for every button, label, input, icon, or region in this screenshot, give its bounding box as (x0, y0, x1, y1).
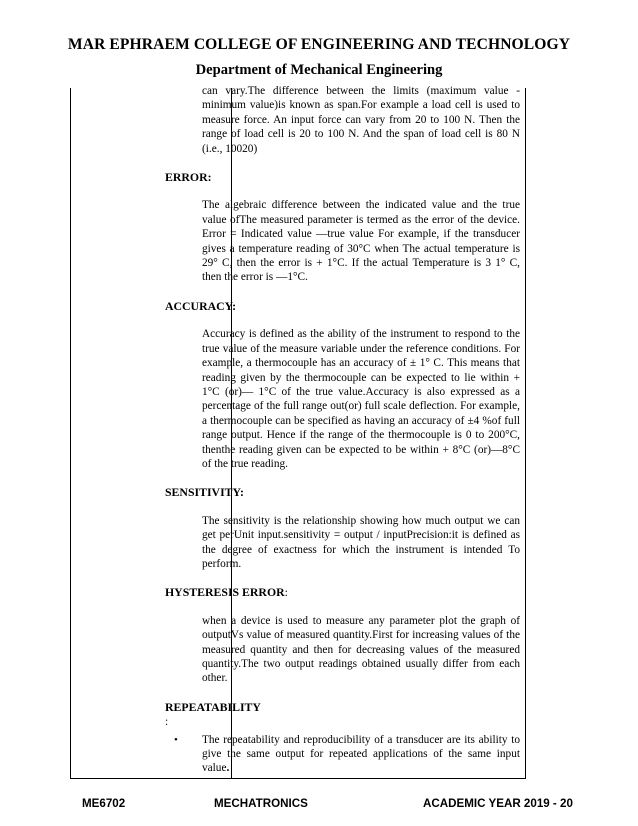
footer-course-code: ME6702 (82, 797, 126, 810)
sensitivity-paragraph: The sensitivity is the relationship showing how much output we can get perUnit input.sensitivity = output / inputPrecision:it is defined as the degree of exactness for which the instrument is intended To perform. (202, 514, 520, 570)
hysteresis-heading (165, 585, 520, 599)
bullet-icon: • (174, 733, 178, 746)
footer-academic-year: ACADEMIC YEAR 2019 - 20 (423, 797, 573, 810)
department-name: Department of Mechanical Engineering (195, 62, 443, 78)
accuracy-paragraph: Accuracy is defined as the ability of the instrument to respond to the true value of the measure variable under the reference conditions. For example, a thermocouple has an accuracy of ± 1° C. This means that reading given by the thermocouple can be expected to lie within + 1°C (or)— 1°C of the true value.Accuracy is also expressed as a percentage of the full range out(or) full scale deflection. For example, a thermocouple can be specified as having an accuracy of ±4 %of full range output. Hence if the range of the thermocouple is 0 to 200°C, thenthe reading given can be expected to be within + 8°C (or)—8°C of the true reading. (202, 328, 520, 470)
content-cell (165, 84, 520, 776)
error-heading: ERROR: (165, 170, 212, 185)
accuracy-heading: ACCURACY: (165, 298, 236, 313)
span-paragraph: can vary.The difference between the limits (maximum value - minimum value)is known as span.For example a load cell is used to measure force. An input force can vary from 20 to 100 N. Then the range of load cell is 20 to 100 N. And the span of load cell is 80 N (i.e., 10020) (202, 85, 520, 155)
hysteresis-heading-colon: : (284, 585, 288, 600)
repeatability-list (165, 733, 520, 776)
error-paragraph: The algebraic difference between the indicated value and the true value ofThe measured parameter is termed as the error of the device. Error = Indicated value —true value For example, if the transducer gives a temperature reading of 30°C when The actual temperature is 29° C, then the error is + 1°C. If the actual Temperature is 3 1° C, then the error is —1°C. (202, 199, 520, 284)
hysteresis-heading-text: HYSTERESIS ERROR (165, 585, 285, 600)
repeatability-colon: : (165, 716, 169, 729)
sensitivity-heading: SENSITIVITY: (165, 485, 244, 500)
footer-course-name: MECHATRONICS (214, 797, 308, 810)
repeatability-heading: REPEATABILITY (165, 699, 261, 714)
hysteresis-paragraph: when a device is used to measure any parameter plot the graph of outputVs value of measured quantity.First for increasing values of the measured quantity and then for decreasing values of the measured quantity.The two output readings obtained usually differ from each other. (202, 614, 520, 685)
repeatability-bullet-text: The repeatability and reproducibility of a transducer are its ability to give the same output for repeated applications of the same input value (202, 733, 520, 775)
college-name: MAR EPHRAEM COLLEGE OF ENGINEERING AND TECHNOLOGY (67, 36, 571, 53)
list-item (165, 733, 520, 776)
repeatability-bullet-end: . (226, 762, 230, 775)
